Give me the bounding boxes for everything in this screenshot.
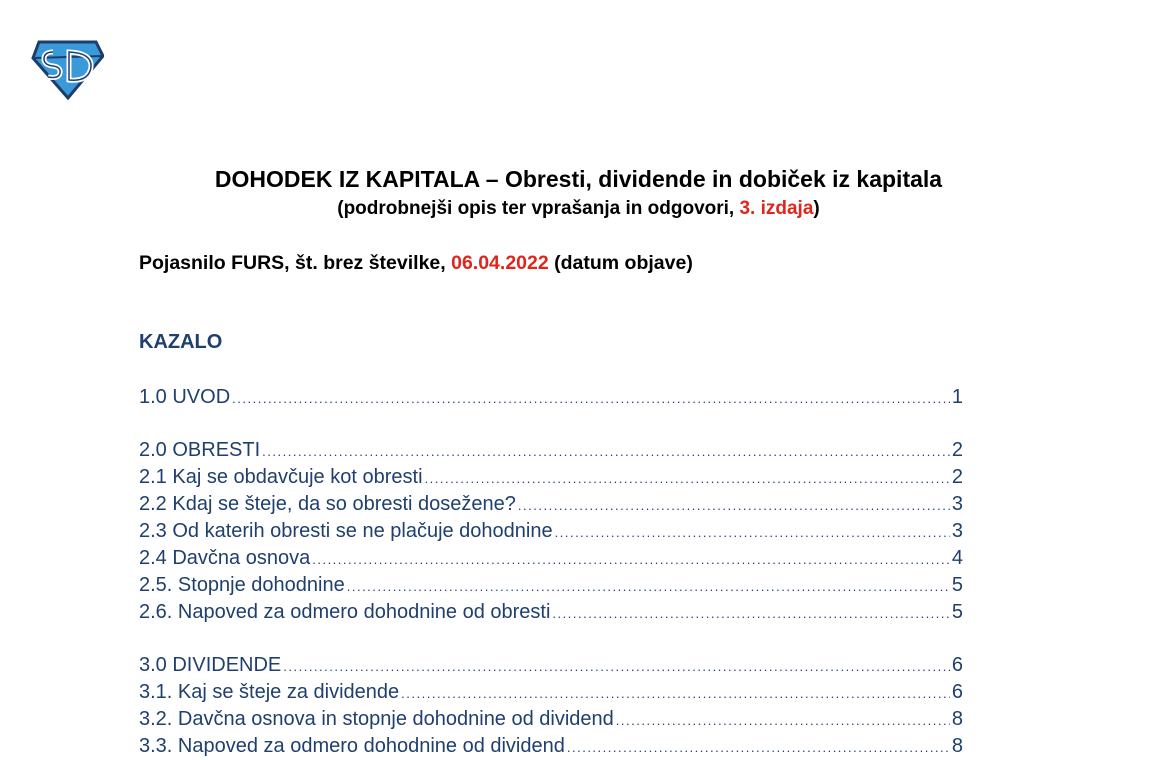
document-subtitle (0, 198, 1157, 220)
toc-entry[interactable] (139, 679, 963, 706)
toc-leader-dots (555, 519, 950, 545)
toc-entry-page: 3 (951, 493, 963, 515)
toc-entry-label: 3.2. Davčna osnova in stopnje dohodnine od dividend (139, 708, 614, 730)
logo (31, 40, 104, 100)
toc-entry-label: 3.0 DIVIDENDE (139, 654, 282, 676)
toc-entry-page: 8 (951, 708, 963, 730)
toc-entry-label: 1.0 UVOD (139, 386, 231, 408)
subtitle-close: ) (813, 198, 820, 219)
reference-note: (datum objave) (548, 252, 693, 274)
toc-entry-label: 2.1 Kaj se obdavčuje kot obresti (139, 466, 423, 488)
toc-entry[interactable] (139, 545, 963, 572)
toc-heading: KAZALO (139, 331, 223, 353)
toc-entry[interactable] (139, 652, 963, 679)
document-title: DOHODEK IZ KAPITALA – Obresti, dividende in dobiček iz kapitala (214, 166, 943, 192)
toc-entry[interactable] (139, 464, 963, 491)
toc-entry-page: 4 (951, 547, 963, 569)
toc-entry[interactable] (139, 518, 963, 545)
table-of-contents (139, 384, 963, 760)
toc-entry-label: 2.2 Kdaj se šteje, da so obresti dosežene? (139, 493, 516, 515)
toc-entry[interactable] (139, 706, 963, 733)
toc-entry-label: 3.3. Napoved za odmero dohodnine od dividend (139, 735, 565, 757)
toc-leader-dots (312, 546, 950, 572)
edition-label: 3. izdaja (739, 198, 814, 219)
toc-entry-label: 2.4 Davčna osnova (139, 547, 311, 569)
toc-entry-page: 2 (951, 466, 963, 488)
toc-entry[interactable] (139, 384, 963, 411)
toc-leader-dots (401, 680, 950, 706)
toc-entry-label: 2.6. Napoved za odmero dohodnine od obresti (139, 601, 551, 623)
toc-leader-dots (262, 438, 950, 464)
toc-leader-dots (283, 653, 950, 679)
diamond-logo-icon (31, 40, 104, 100)
toc-entry-page: 3 (951, 520, 963, 542)
toc-entry-page: 1 (951, 386, 963, 408)
toc-leader-dots (567, 734, 950, 760)
reference-line (139, 252, 693, 275)
toc-entry[interactable] (139, 491, 963, 518)
toc-entry-label: 2.5. Stopnje dohodnine (139, 574, 345, 596)
toc-entry-label: 2.0 OBRESTI (139, 439, 261, 461)
toc-entry-page: 5 (951, 601, 963, 623)
publication-date: 06.04.2022 (451, 252, 549, 274)
toc-entry-page: 6 (951, 654, 963, 676)
toc-entry[interactable] (139, 572, 963, 599)
toc-leader-dots (425, 465, 950, 491)
toc-leader-dots (518, 492, 950, 518)
toc-entry-label: 2.3 Od katerih obresti se ne plačuje dohodnine (139, 520, 553, 542)
toc-entry-label: 3.1. Kaj se šteje za dividende (139, 681, 400, 703)
toc-entry-page: 2 (951, 439, 963, 461)
toc-group-spacer (139, 411, 963, 437)
toc-leader-dots (347, 573, 950, 599)
toc-entry[interactable] (139, 599, 963, 626)
toc-entry-page: 5 (951, 574, 963, 596)
toc-leader-dots (552, 600, 949, 626)
reference-text: Pojasnilo FURS, št. brez številke, (139, 252, 452, 274)
toc-leader-dots (232, 385, 950, 411)
toc-group-spacer (139, 626, 963, 652)
toc-entry[interactable] (139, 437, 963, 464)
toc-entry-page: 6 (951, 681, 963, 703)
subtitle-text: (podrobnejši opis ter vprašanja in odgovori, (337, 198, 740, 219)
toc-entry[interactable] (139, 733, 963, 760)
toc-entry-page: 8 (951, 735, 963, 757)
toc-leader-dots (616, 707, 950, 733)
